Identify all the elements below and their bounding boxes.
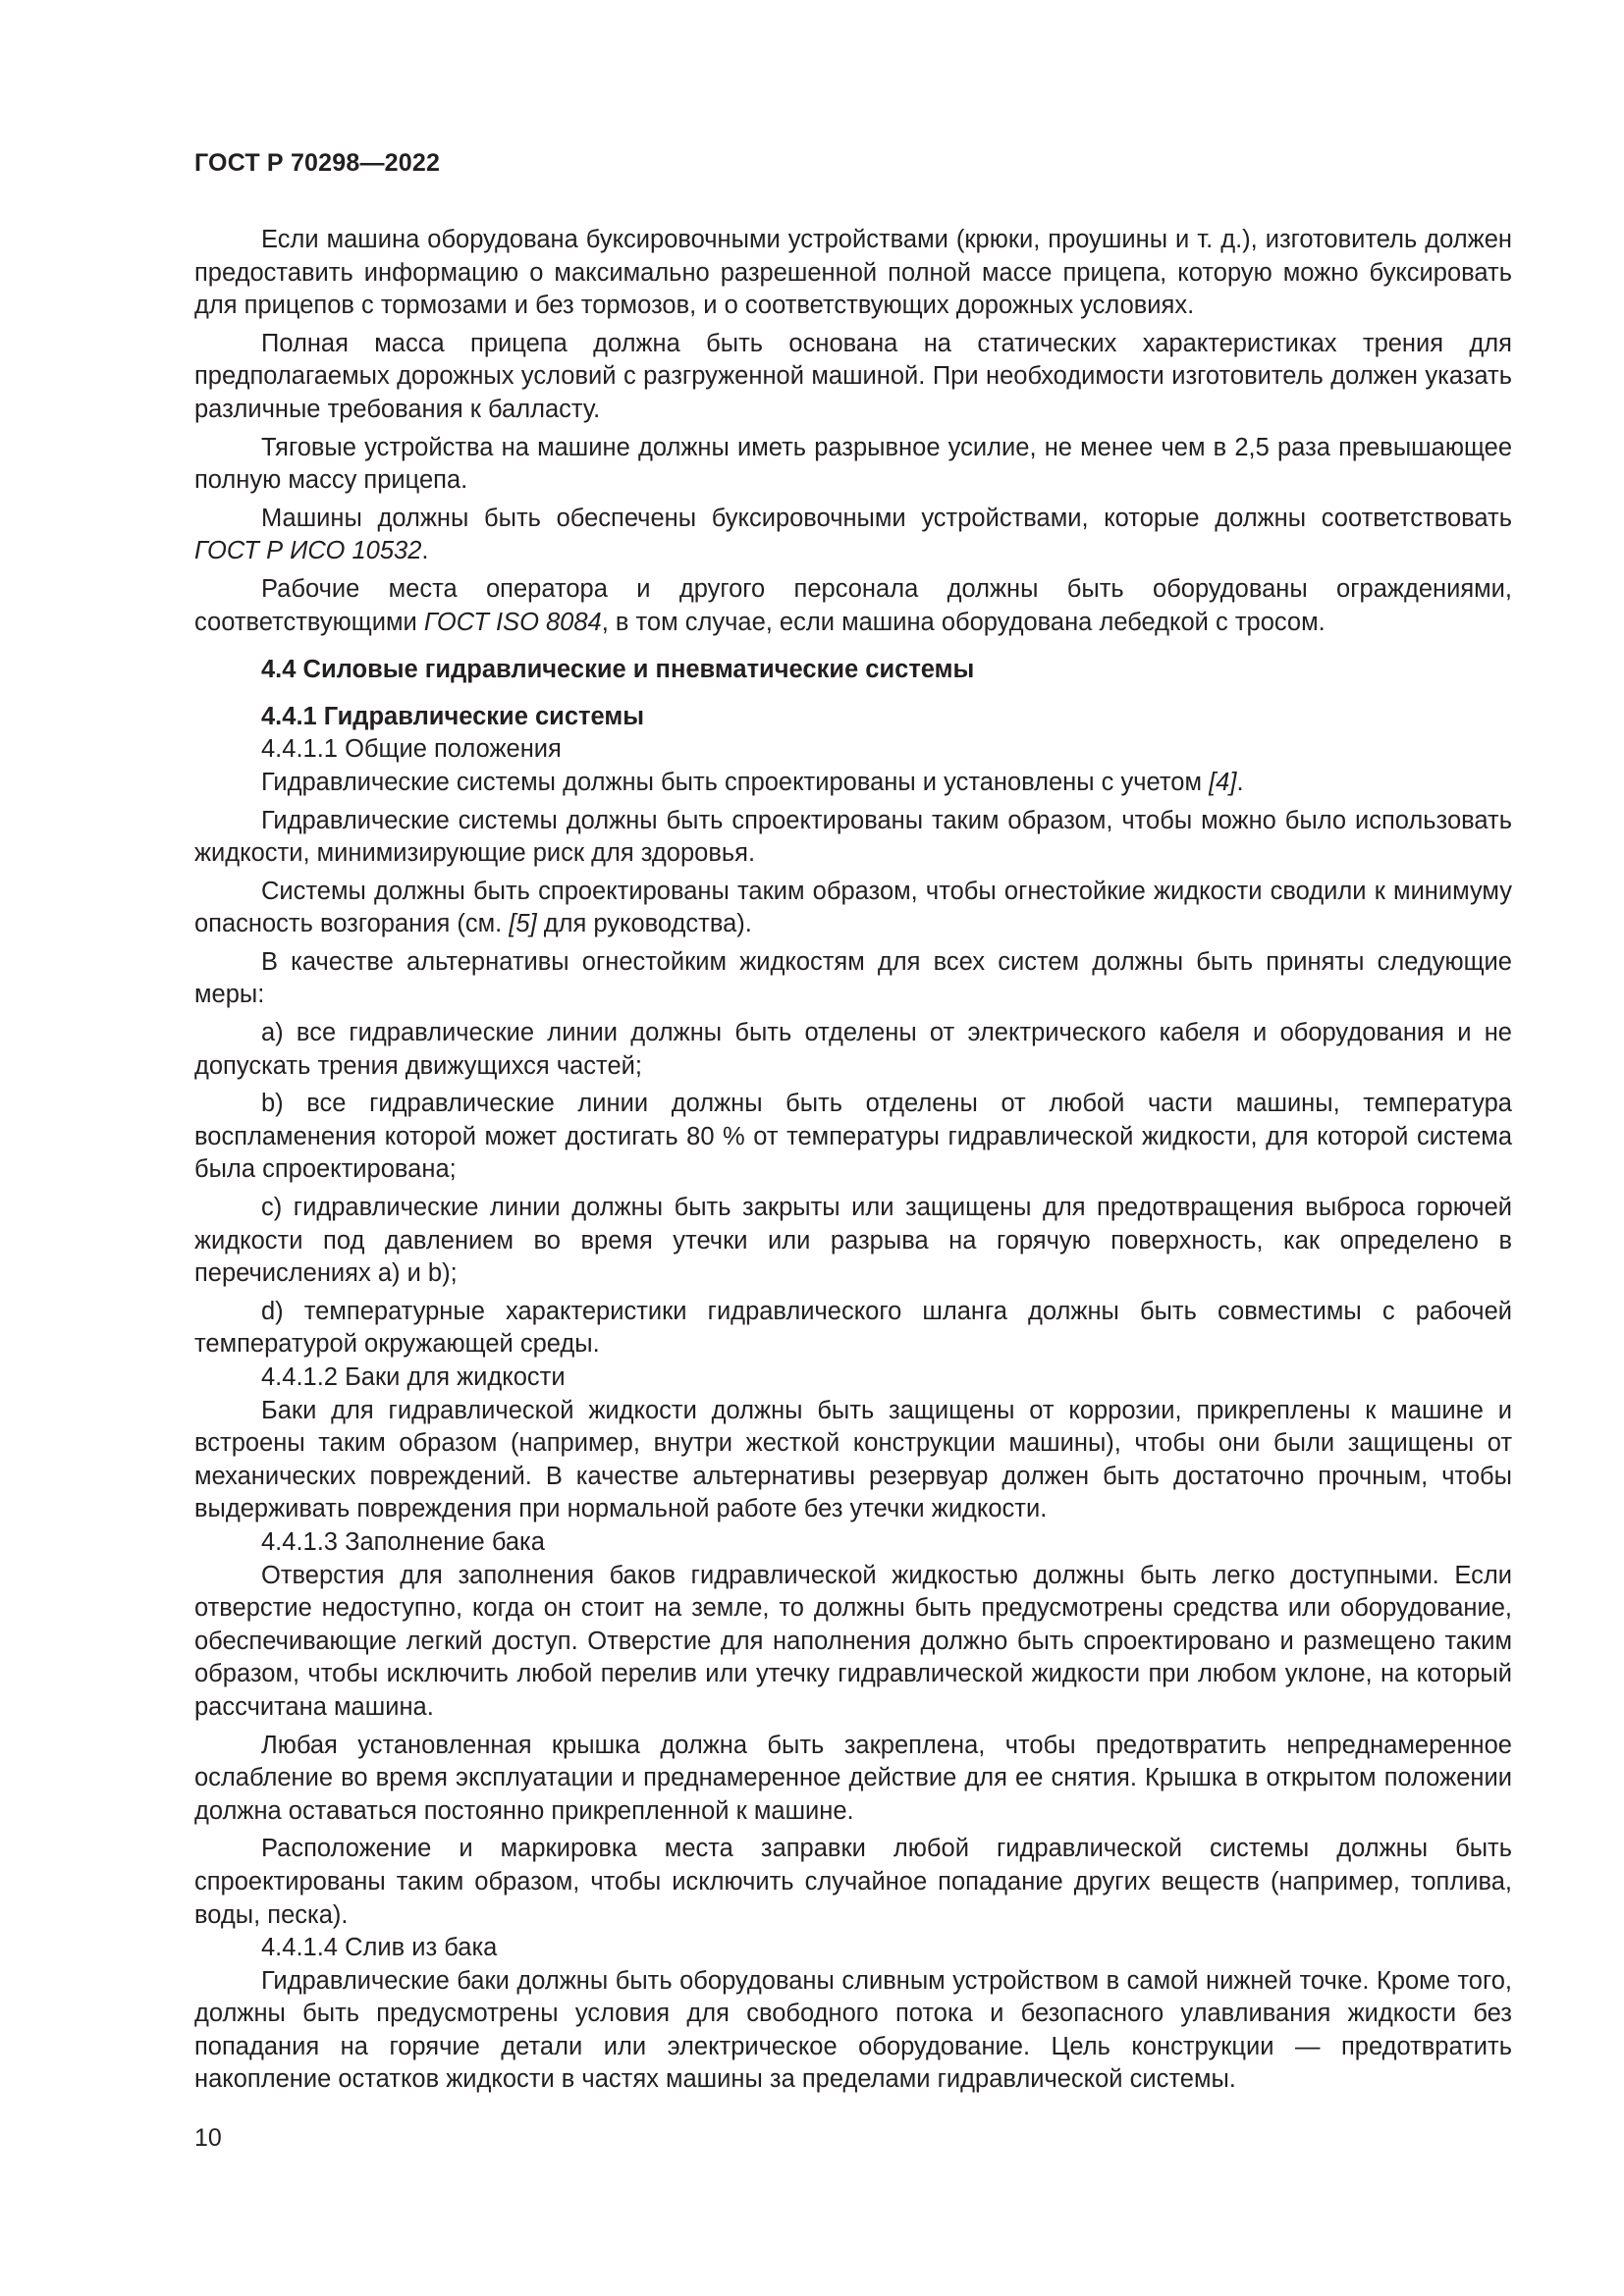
paragraph-text: Машины должны быть обеспечены буксировочными устройствами, которые должны соответствовать [261,504,1512,532]
paragraph-text: Гидравлические системы должны быть спроектированы и установлены с учетом [261,768,1210,796]
paragraph [194,767,1512,800]
paragraph: Полная масса прицепа должна быть основана на статических характеристиках трения для предполагаемых дорожных условий с разгруженной машиной. При необходимости изготовитель должен указать различные требования к балласту. [194,329,1512,423]
bibliography-reference: [4] [1209,768,1237,796]
paragraph: Расположение и маркировка места заправки любой гидравлической системы должны быть спроектированы таким образом, чтобы исключить случайное попадание других веществ (например, топлива, воды, песка). [194,1835,1512,1929]
clause-heading: 4.4.1.1 Общие положения [261,735,562,764]
document-page [194,0,1512,2296]
paragraph [194,876,1512,941]
section-heading: 4.4 Силовые гидравлические и пневматические системы [261,656,975,684]
paragraph: Если машина оборудована буксировочными устройствами (крюки, проушины и т. д.), изготовитель должен предоставить информацию о максимально разрешенной полной массе прицепа, которую можно буксировать для прицепов с тормозами и без тормозов, и о соответствующих дорожных условиях. [194,226,1512,320]
paragraph: Гидравлические системы должны быть спроектированы таким образом, чтобы можно было использовать жидкости, минимизирующие риск для здоровья. [194,806,1512,868]
list-item: a) все гидравлические линии должны быть отделены от электрического кабеля и оборудования и не допускать трения движущихся частей; [194,1019,1512,1080]
clause-heading: 4.4.1.2 Баки для жидкости [261,1363,566,1391]
paragraph-text: Системы должны быть спроектированы таким образом, чтобы огнестойкие жидкости сводили к минимуму опасность возгорания (см. [194,877,1512,938]
standard-reference: ГОСТ ISO 8084 [423,608,602,636]
paragraph: Гидравлические баки должны быть оборудованы сливным устройством в самой нижней точке. Кроме того, должны быть предусмотрены условия для свободного потока и безопасного улавливания жидкости без попадания на горячие детали или электрическое оборудование. Цель конструкции — предотвратить накопление остатков жидкости в частях машины за пределами гидравлической системы. [194,1966,1512,2094]
paragraph: В качестве альтернативы огнестойким жидкостям для всех систем должны быть приняты следующие меры: [194,947,1512,1009]
clause-heading: 4.4.1.3 Заполнение бака [261,1527,545,1556]
paragraph: Тяговые устройства на машине должны иметь разрывное усилие, не менее чем в 2,5 раза превышающее полную массу прицепа. [194,433,1512,495]
clause-heading: 4.4.1.4 Слив из бака [261,1934,498,1962]
paragraph: Баки для гидравлической жидкости должны быть защищены от коррозии, прикреплены к машине и встроены таким образом (например, внутри жесткой конструкции машины), чтобы они были защищены от механических повреждений. В качестве альтернативы резервуар должен быть достаточно прочным, чтобы выдерживать повреждения при нормальной работе без утечки жидкости. [194,1396,1512,1523]
paragraph: Любая установленная крышка должна быть закреплена, чтобы предотвратить непреднамеренное ослабление во время эксплуатации и преднамеренное действие для ее снятия. Крышка в открытом положении должна оставаться постоянно прикрепленной к машине. [194,1731,1512,1825]
paragraph-text: Рабочие места оператора и другого персонала должны быть оборудованы ограждениями, соответствующими [194,574,1512,636]
paragraph: Отверстия для заполнения баков гидравлической жидкостью должны быть легко доступными. Если отверстие недоступно, когда он стоит на земле, то должны быть предусмотрены средства или оборудование, обеспечивающие легкий доступ. Отверстие для наполнения должно быть спроектировано и размещено таким образом, чтобы исключить любой перелив или утечку гидравлической жидкости при любом уклоне, на который рассчитана машина. [194,1561,1512,1721]
paragraph [194,573,1512,639]
list-item: c) гидравлические линии должны быть закрыты или защищены для предотвращения выброса горючей жидкости под давлением во время утечки или разрыва на горячую поверхность, как определено в перечислениях а) и b); [194,1194,1512,1288]
list-item: d) температурные характеристики гидравлического шланга должны быть совместимы с рабочей температурой окружающей среды. [194,1297,1512,1359]
paragraph [194,503,1512,568]
paragraph-text: для руководства). [536,910,752,938]
document-body [194,224,1512,2097]
paragraph-text: . [1236,768,1244,796]
bibliography-reference: [5] [509,910,537,938]
standard-reference: ГОСТ Р ИСО 10532 [194,537,422,565]
paragraph-text: . [421,537,429,565]
page-number: 10 [194,2124,222,2152]
subsection-heading: 4.4.1 Гидравлические системы [261,702,645,730]
document-header: ГОСТ Р 70298—2022 [194,149,441,177]
list-item: b) все гидравлические линии должны быть отделены от любой части машины, температура воспламенения которой может достигать 80 % от температуры гидравлической жидкости, для которой система была спроектирована; [194,1090,1512,1184]
paragraph-text: , в том случае, если машина оборудована лебедкой с тросом. [601,608,1326,636]
